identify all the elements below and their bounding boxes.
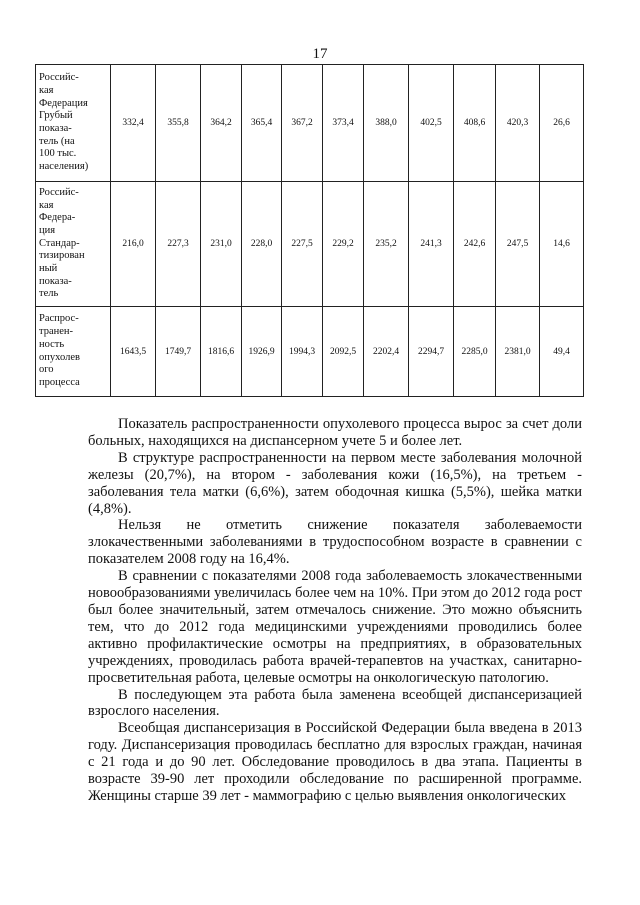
- table-cell: 367,2: [282, 65, 323, 182]
- table-cell: 227,3: [156, 182, 201, 307]
- row-label-line: показа-: [39, 123, 72, 134]
- row-label-line: населения): [39, 161, 89, 173]
- table-cell: 373,4: [323, 65, 364, 182]
- table-cell: 2092,5: [323, 307, 364, 397]
- body-text: [88, 416, 582, 805]
- row-label-line: Федера-: [39, 212, 76, 224]
- table-cell: 2294,7: [409, 307, 454, 397]
- table-cell: 1816,6: [201, 307, 242, 397]
- row-label-line: ого: [39, 364, 54, 376]
- row-label-line: 100 тыс.: [39, 148, 77, 160]
- paragraph: В сравнении с показателями 2008 года заболеваемость злокачественными новообразованиями увеличилась более чем на 10%. При этом до 2012 года рост был более значительный, затем отмечалось снижение. Это можно объяснить тем, что до 2012 года медицинскими учреждениями проводились более активно профилактические осмотры на предприятиях, в образовательных учреждениях, проводилась работа врачей-терапевтов на участках, санитарно-просветительная работа, целевые осмотры на онкологическую патологию.: [88, 568, 582, 686]
- table-cell: 388,0: [364, 65, 409, 182]
- table-cell: 1749,7: [156, 307, 201, 397]
- row-label-line: Российс-: [39, 72, 79, 84]
- row-label: [36, 182, 111, 307]
- table-row: [36, 65, 584, 182]
- paragraph: В структуре распространенности на первом месте заболевания молочной железы (20,7%), на втором - заболевания кожи (16,5%), на третьем - заболевания тела матки (6,6%), затем ободочная кишка (5,5%), шейка матки (4,8%).: [88, 449, 582, 517]
- table-cell: 420,3: [496, 65, 540, 182]
- table-cell: 216,0: [111, 182, 156, 307]
- row-label-line: ность: [39, 338, 65, 350]
- row-label-line: Стандар-: [39, 237, 80, 249]
- table-cell: 241,3: [409, 182, 454, 307]
- table-cell: 364,2: [201, 65, 242, 182]
- row-label-line: Распрос-: [39, 313, 79, 325]
- table-cell: 228,0: [242, 182, 282, 307]
- table-cell: 1994,3: [282, 307, 323, 397]
- table-cell: 2381,0: [496, 307, 540, 397]
- table-cell: 2285,0: [454, 307, 496, 397]
- paragraph: В последующем эта работа была заменена всеобщей диспансеризацией взрослого населения.: [88, 686, 582, 720]
- row-label: [36, 307, 111, 397]
- table-cell: 14,6: [540, 182, 584, 307]
- table-cell: 247,5: [496, 182, 540, 307]
- row-label-line: процесса: [39, 376, 80, 388]
- paragraph: Всеобщая диспансеризация в Российской Федерации была введена в 2013 году. Диспансеризация проводилась бесплатно для взрослых граждан, начиная с 21 года и до 90 лет. Обследование проводилось в два этапа. Пациенты в возрасте 39-90 лет проходили обследование по расширенной программе. Женщины старше 39 лет - маммографию с целью выявления онкологических: [88, 720, 582, 804]
- table-cell: 1926,9: [242, 307, 282, 397]
- table-cell: 355,8: [156, 65, 201, 182]
- row-label-line: Федерация: [39, 97, 88, 109]
- row-label-line: показа-: [39, 275, 72, 287]
- row-label-line: тель (на: [39, 135, 75, 147]
- table-cell: 229,2: [323, 182, 364, 307]
- table-row: [36, 182, 584, 307]
- paragraph: Показатель распространенности опухолевого процесса вырос за счет доли больных, находящихся на диспансерном учете 5 и более лет.: [88, 416, 582, 449]
- table-row: [36, 307, 584, 397]
- row-label-line: кая: [39, 84, 54, 96]
- row-label-line: опухолев: [39, 351, 80, 363]
- table-cell: 242,6: [454, 182, 496, 307]
- row-label-line: Грубый: [39, 110, 73, 122]
- table-cell: 2202,4: [364, 307, 409, 397]
- table-cell: 231,0: [201, 182, 242, 307]
- table-cell: 235,2: [364, 182, 409, 307]
- table-cell: 1643,5: [111, 307, 156, 397]
- table-cell: 49,4: [540, 307, 584, 397]
- table-cell: 365,4: [242, 65, 282, 182]
- row-label-line: тель: [39, 288, 59, 300]
- statistics-table: [35, 64, 584, 397]
- page-number: 17: [312, 46, 328, 62]
- row-label-line: кая: [39, 199, 54, 211]
- table-cell: 227,5: [282, 182, 323, 307]
- table-cell: 332,4: [111, 65, 156, 182]
- row-label-line: Российс-: [39, 186, 79, 198]
- row-label-line: ный: [39, 263, 58, 275]
- row-label: [36, 65, 111, 182]
- table-cell: 402,5: [409, 65, 454, 182]
- row-label-line: тизирован: [39, 250, 85, 262]
- row-label-line: ция: [39, 224, 56, 236]
- row-label-line: транен-: [39, 326, 74, 338]
- table-cell: 26,6: [540, 65, 584, 182]
- paragraph: Нельзя не отметить снижение показателя заболеваемости злокачественными заболеваниями в трудоспособном возрасте в сравнении с показателем 2008 году на 16,4%.: [88, 517, 582, 568]
- table-cell: 408,6: [454, 65, 496, 182]
